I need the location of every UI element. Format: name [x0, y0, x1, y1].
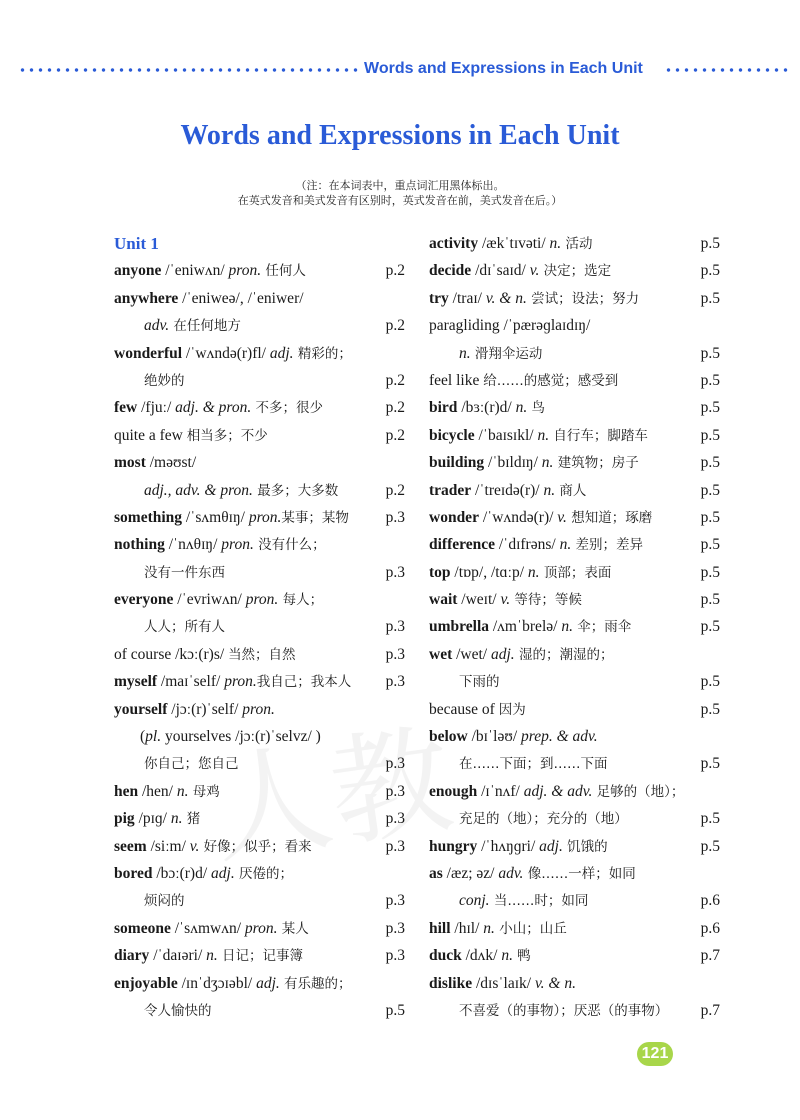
phonetic: /ˈsʌmθɪŋ/ — [182, 508, 249, 526]
vocab-entry — [114, 778, 405, 805]
plural-form — [114, 723, 405, 750]
vocab-entry — [429, 778, 720, 805]
vocab-entry — [429, 915, 720, 942]
page-number-badge: 121 — [637, 1042, 673, 1066]
page-ref: p.3 — [385, 618, 405, 636]
page-ref: p.5 — [700, 618, 720, 636]
page-ref: p.5 — [700, 673, 720, 691]
page-ref: p.3 — [385, 563, 405, 581]
phonetic: /bɔː(r)d/ — [152, 864, 212, 882]
headword: anywhere — [114, 289, 179, 307]
part-of-speech: conj. — [459, 892, 490, 910]
part-of-speech: pl. — [145, 728, 162, 746]
phonetic: /weɪt/ — [457, 591, 501, 609]
vocab-entry — [114, 696, 405, 723]
headword: below — [429, 728, 468, 746]
phonetic: /ˈtreɪdə(r)/ — [471, 481, 544, 499]
page-ref: p.5 — [700, 508, 720, 526]
headword: myself — [114, 673, 158, 691]
part-of-speech: adj. & adv. — [523, 782, 593, 800]
phonetic: /ˈdɪfrəns/ — [495, 536, 560, 554]
meaning: 小山；山丘 — [494, 920, 567, 937]
part-of-speech: n. — [206, 947, 218, 965]
phonetic: /məʊst/ — [145, 454, 197, 472]
page-ref: p.5 — [700, 700, 720, 718]
page-ref: p.3 — [385, 810, 405, 828]
part-of-speech: adj. — [211, 864, 235, 882]
part-of-speech: pron. — [224, 673, 257, 691]
vocab-entry — [114, 668, 405, 695]
meaning: 想知道；琢磨 — [566, 509, 653, 526]
headword: building — [429, 454, 485, 472]
phonetic: /pɪɡ/ — [134, 810, 171, 828]
meaning: 你自己；您自己 — [144, 756, 239, 773]
vocab-entry — [429, 230, 720, 257]
meaning: 好像；似乎；看来 — [199, 838, 312, 855]
part-of-speech: adj. — [539, 837, 563, 855]
phonetic: /tɒp/, /tɑːp/ — [450, 563, 528, 581]
meaning: 没有一件东西 — [144, 564, 225, 581]
dotted-rule-right — [664, 67, 790, 73]
page-ref: p.2 — [385, 426, 405, 444]
meaning: 鸭 — [513, 948, 531, 965]
meaning: 在任何地方 — [169, 318, 241, 335]
meaning: 滑翔伞运动 — [470, 345, 543, 362]
meaning: 精彩的； — [293, 345, 352, 362]
headword-plain: paragliding /ˈpærəɡlaɪdɪŋ/ — [429, 317, 591, 335]
part-of-speech: v. — [189, 837, 200, 855]
meaning: 令人愉快的 — [144, 1002, 212, 1019]
vocab-entry — [114, 449, 405, 476]
vocab-entry — [429, 422, 720, 449]
vocab-entry-continuation — [114, 312, 405, 339]
page-ref: p.5 — [700, 235, 720, 252]
phrase: of course /kɔː(r)s/ — [114, 645, 229, 663]
part-of-speech: n. — [559, 536, 572, 554]
part-of-speech: prep. & adv. — [521, 728, 598, 746]
note-line-2: 在英式发音和美式发音有区别时，英式发音在前，美式发音在后。） — [237, 194, 563, 207]
headword: decide — [429, 262, 472, 280]
page-ref: p.5 — [700, 810, 720, 828]
meaning: 当……时；如同 — [489, 893, 589, 910]
part-of-speech: pron. — [248, 508, 282, 526]
part-of-speech: adj. — [269, 344, 294, 362]
vocab-entry-continuation — [114, 997, 405, 1024]
vocab-entry — [429, 394, 720, 421]
vocab-entry — [114, 942, 405, 969]
phonetic: /ˈsʌmwʌn/ — [170, 919, 245, 937]
phrase: feel like — [429, 371, 484, 389]
vocab-entry — [114, 285, 405, 312]
phonetic: /wet/ — [452, 645, 491, 663]
page-ref: p.5 — [700, 563, 720, 581]
vocab-entry — [114, 340, 405, 367]
phonetic: /fjuː/ — [137, 399, 176, 417]
page-ref: p.5 — [700, 755, 720, 773]
page-ref: p.3 — [385, 782, 405, 800]
meaning: 差别；差异 — [571, 537, 643, 554]
headword: dislike — [429, 974, 473, 992]
meaning: 有乐趣的； — [279, 975, 352, 992]
headword: bored — [114, 864, 153, 882]
phonetic: /ˈbɪldɪŋ/ — [484, 454, 542, 472]
part-of-speech: n. — [541, 454, 554, 472]
vocab-entry — [114, 970, 405, 997]
headword: enjoyable — [114, 974, 178, 992]
phonetic: /dɪˈsaɪd/ — [471, 262, 530, 280]
meaning: 像……一样；如同 — [523, 865, 636, 882]
paren-open: ( — [140, 728, 146, 746]
meaning: 绝妙的 — [144, 372, 185, 389]
vocab-entry — [429, 641, 720, 668]
vocab-entry — [429, 833, 720, 860]
meaning: 活动 — [561, 236, 593, 252]
page-ref: p.2 — [385, 399, 405, 417]
vocab-entry — [114, 394, 405, 421]
phrase: because of — [429, 700, 499, 718]
vocab-entry — [114, 586, 405, 613]
vocab-entry-continuation — [429, 340, 720, 367]
meaning: 母鸡 — [188, 783, 220, 800]
phonetic: /ˈnʌθɪŋ/ — [164, 536, 222, 554]
part-of-speech: n. — [561, 618, 573, 636]
meaning: 人人；所有人 — [144, 619, 225, 636]
phonetic: /ˈwʌndə(r)fl/ — [182, 344, 270, 362]
page-ref: p.5 — [700, 344, 720, 362]
phonetic: /ˈeniwʌn/ — [161, 262, 229, 280]
headword: seem — [114, 837, 147, 855]
page-ref: p.7 — [700, 947, 720, 965]
meaning: 每人； — [278, 592, 324, 609]
part-of-speech: n. — [483, 919, 495, 937]
headword: trader — [429, 481, 472, 499]
part-of-speech: n. — [176, 782, 189, 800]
meaning: 建筑物；房子 — [553, 455, 639, 472]
headword: diary — [114, 947, 150, 965]
vocab-entry — [429, 531, 720, 558]
meaning: 某人 — [277, 920, 309, 937]
part-of-speech: n. — [501, 947, 513, 965]
page-ref: p.2 — [385, 481, 405, 499]
meaning: 烦闷的 — [144, 893, 185, 910]
page-ref: p.7 — [700, 1001, 720, 1019]
page-ref: p.5 — [700, 454, 720, 472]
meaning: 商人 — [555, 482, 587, 499]
headword: yourself — [114, 700, 168, 718]
page-ref: p.5 — [700, 426, 720, 444]
headword: anyone — [114, 262, 162, 280]
page-ref: p.3 — [385, 673, 405, 691]
meaning: 相当多；不少 — [186, 427, 268, 444]
page-ref: p.3 — [385, 919, 405, 937]
vocab-entry — [114, 504, 405, 531]
part-of-speech: pron. — [221, 536, 254, 554]
vocab-entry-continuation — [429, 997, 720, 1024]
page-ref: p.3 — [385, 947, 405, 965]
page-ref: p.2 — [385, 371, 405, 389]
phonetic: /jɔː(r)ˈself/ — [167, 700, 243, 718]
headword: bicycle — [429, 426, 475, 444]
headword: as — [429, 864, 443, 882]
part-of-speech: v. — [557, 508, 567, 526]
headword: top — [429, 563, 451, 581]
part-of-speech: v. & n. — [485, 289, 527, 307]
part-of-speech: n. — [170, 810, 183, 828]
vocab-entry-continuation — [429, 668, 720, 695]
part-of-speech: adv. — [498, 864, 524, 882]
meaning: 给……的感觉；感受到 — [483, 372, 619, 389]
headword: wet — [429, 645, 453, 663]
vocab-entry-continuation — [429, 887, 720, 914]
headword: try — [429, 289, 449, 307]
vocab-entry — [114, 915, 405, 942]
vocab-entry — [114, 805, 405, 832]
page-title: Words and Expressions in Each Unit — [180, 120, 620, 151]
vocab-entry — [429, 942, 720, 969]
part-of-speech: adj. — [256, 974, 280, 992]
meaning: 因为 — [498, 701, 526, 718]
meaning: 猪 — [182, 811, 201, 828]
vocab-entry — [429, 586, 720, 613]
meaning: 下雨的 — [459, 674, 500, 691]
phonetic: /bɜː(r)d/ — [457, 399, 516, 417]
page-ref: p.5 — [700, 399, 720, 417]
headword: someone — [114, 919, 171, 937]
part-of-speech: pron. — [245, 591, 279, 609]
vocab-entry — [429, 504, 720, 531]
page-ref: p.3 — [385, 508, 405, 526]
vocab-column-left — [114, 230, 405, 1024]
vocab-entry-continuation — [114, 613, 405, 640]
page-ref: p.5 — [700, 481, 720, 499]
vocab-column-right — [429, 230, 720, 1024]
phrase-entry — [429, 696, 720, 723]
headword: wait — [429, 591, 458, 609]
phonetic: /ˈbaɪsɪkl/ — [474, 426, 538, 444]
part-of-speech: n. — [459, 344, 471, 362]
page-ref: p.3 — [385, 755, 405, 773]
vocab-entry — [114, 860, 405, 887]
headword: everyone — [114, 591, 174, 609]
phrase-entry — [114, 641, 405, 668]
phonetic: /ˈdaɪəri/ — [149, 947, 207, 965]
vocab-entry — [429, 860, 720, 887]
part-of-speech: n. — [543, 481, 556, 499]
headword: wonder — [429, 508, 479, 526]
meaning: 不喜爱（的事物）；厌恶（的事物） — [459, 1002, 669, 1019]
plural-text: yourselves /jɔː(r)ˈselvz/ ) — [161, 728, 321, 746]
phonetic: /siːm/ — [146, 837, 190, 855]
vocab-entry — [429, 257, 720, 284]
part-of-speech: n. — [537, 426, 550, 444]
phonetic: /ˈhʌŋɡri/ — [477, 837, 540, 855]
headword: difference — [429, 536, 495, 554]
meaning: 某事；某物 — [281, 509, 349, 526]
phonetic: /ˈeniweə/, /ˈeniwer/ — [178, 289, 304, 307]
meaning: 任何人 — [261, 263, 306, 280]
part-of-speech: n. — [527, 563, 540, 581]
vocab-entry — [429, 723, 720, 750]
meaning: 我自己；我本人 — [256, 674, 352, 691]
page-ref: p.5 — [700, 591, 720, 609]
vocab-entry — [429, 449, 720, 476]
phonetic: /hɪl/ — [450, 919, 484, 937]
vocab-entry — [114, 531, 405, 558]
page-ref: p.5 — [700, 371, 720, 389]
headword: something — [114, 508, 183, 526]
running-head-title: Words and Expressions in Each Unit — [364, 60, 643, 77]
headword: nothing — [114, 536, 165, 554]
vocab-entry-continuation — [429, 750, 720, 777]
headword: few — [114, 399, 138, 417]
dotted-rule-left — [18, 67, 358, 73]
meaning: 没有什么； — [253, 537, 326, 554]
page-ref: p.6 — [700, 919, 720, 937]
note — [0, 178, 800, 208]
headword: wonderful — [114, 344, 183, 362]
vocab-entry — [429, 285, 720, 312]
page-ref: p.5 — [700, 262, 720, 280]
meaning: 不多；很少 — [251, 400, 324, 417]
headword: duck — [429, 947, 462, 965]
page-ref: p.2 — [385, 317, 405, 335]
meaning: 决定；选定 — [539, 263, 612, 280]
meaning: 湿的；潮湿的； — [514, 646, 614, 663]
phrase: quite a few — [114, 426, 187, 444]
page-ref: p.2 — [385, 262, 405, 280]
headword: hungry — [429, 837, 478, 855]
vocab-entry-continuation — [114, 559, 405, 586]
meaning: 充足的（地）；充分的（地） — [459, 811, 628, 828]
vocab-entry — [429, 312, 720, 339]
page-ref: p.5 — [385, 1001, 405, 1019]
meaning: 足够的（地）； — [592, 783, 685, 800]
meaning: 饥饿的 — [562, 838, 608, 855]
vocab-entry-continuation — [114, 750, 405, 777]
phonetic: /ækˈtɪvəti/ — [478, 235, 550, 252]
meaning: 顶部；表面 — [539, 564, 612, 581]
meaning: 厌倦的； — [234, 865, 294, 882]
phonetic: /ɪnˈdʒɔɪəbl/ — [177, 974, 257, 992]
vocab-entry-continuation — [114, 367, 405, 394]
meaning: 日记；记事簿 — [217, 948, 304, 965]
vocab-entry — [429, 970, 720, 997]
headword: hill — [429, 919, 451, 937]
page-ref: p.3 — [385, 837, 405, 855]
part-of-speech: v. & n. — [534, 974, 576, 992]
page-ref: p.6 — [700, 892, 720, 910]
meaning: 鸟 — [527, 400, 546, 417]
phonetic: /maɪˈself/ — [157, 673, 225, 691]
headword: activity — [429, 235, 479, 252]
meaning: 最多；大多数 — [252, 482, 339, 499]
meaning: 等待；等候 — [510, 592, 582, 609]
part-of-speech: v. — [529, 262, 540, 280]
headword: enough — [429, 782, 478, 800]
meaning: 尝试；设法；努力 — [526, 290, 640, 307]
part-of-speech: adj. & pron. — [175, 399, 252, 417]
meaning: 在……下面；到……下面 — [459, 756, 608, 773]
meaning: 当然；自然 — [228, 646, 296, 663]
phonetic: /ˈwʌndə(r)/ — [478, 508, 558, 526]
vocab-entry — [429, 477, 720, 504]
vocab-entry — [429, 559, 720, 586]
page-ref: p.3 — [385, 645, 405, 663]
phonetic: /dʌk/ — [461, 947, 502, 965]
page-ref: p.3 — [385, 892, 405, 910]
headword: hen — [114, 782, 139, 800]
phonetic: /ˈevriwʌn/ — [173, 591, 246, 609]
vocab-entry-continuation — [114, 887, 405, 914]
page-ref: p.5 — [700, 536, 720, 554]
unit-heading: Unit 1 — [114, 234, 159, 253]
phrase-entry — [429, 367, 720, 394]
phonetic: /ɪˈnʌf/ — [477, 782, 524, 800]
part-of-speech: n. — [515, 399, 528, 417]
page-ref: p.5 — [700, 289, 720, 307]
vocab-entry — [114, 257, 405, 284]
phonetic: /hen/ — [138, 782, 177, 800]
vocab-entry-continuation — [114, 477, 405, 504]
phonetic: /bɪˈləʊ/ — [467, 728, 522, 746]
running-header — [0, 54, 800, 90]
part-of-speech: pron. — [228, 262, 262, 280]
phonetic: /æz; əz/ — [442, 864, 499, 882]
part-of-speech: v. — [500, 591, 511, 609]
headword: umbrella — [429, 618, 489, 636]
headword: pig — [114, 810, 135, 828]
phonetic: /traɪ/ — [448, 289, 486, 307]
part-of-speech: adv. — [144, 317, 170, 335]
vocab-entry-continuation — [429, 805, 720, 832]
headword: most — [114, 454, 146, 472]
part-of-speech: pron. — [244, 919, 278, 937]
meaning: 伞；雨伞 — [572, 619, 632, 636]
page-ref: p.5 — [700, 837, 720, 855]
part-of-speech: n. — [549, 235, 562, 252]
phonetic: /ʌmˈbrelə/ — [489, 618, 562, 636]
vocab-entry — [429, 613, 720, 640]
phonetic: /dɪsˈlaɪk/ — [472, 974, 535, 992]
vocab-entry — [114, 833, 405, 860]
part-of-speech: adj. — [491, 645, 515, 663]
phrase-entry — [114, 422, 405, 449]
meaning: 自行车；脚踏车 — [549, 427, 648, 444]
note-line-1: （注：在本词表中，重点词汇用黑体标出。 — [295, 179, 505, 192]
part-of-speech: pron. — [242, 700, 275, 718]
headword: bird — [429, 399, 458, 417]
part-of-speech: adj., adv. & pron. — [144, 481, 253, 499]
